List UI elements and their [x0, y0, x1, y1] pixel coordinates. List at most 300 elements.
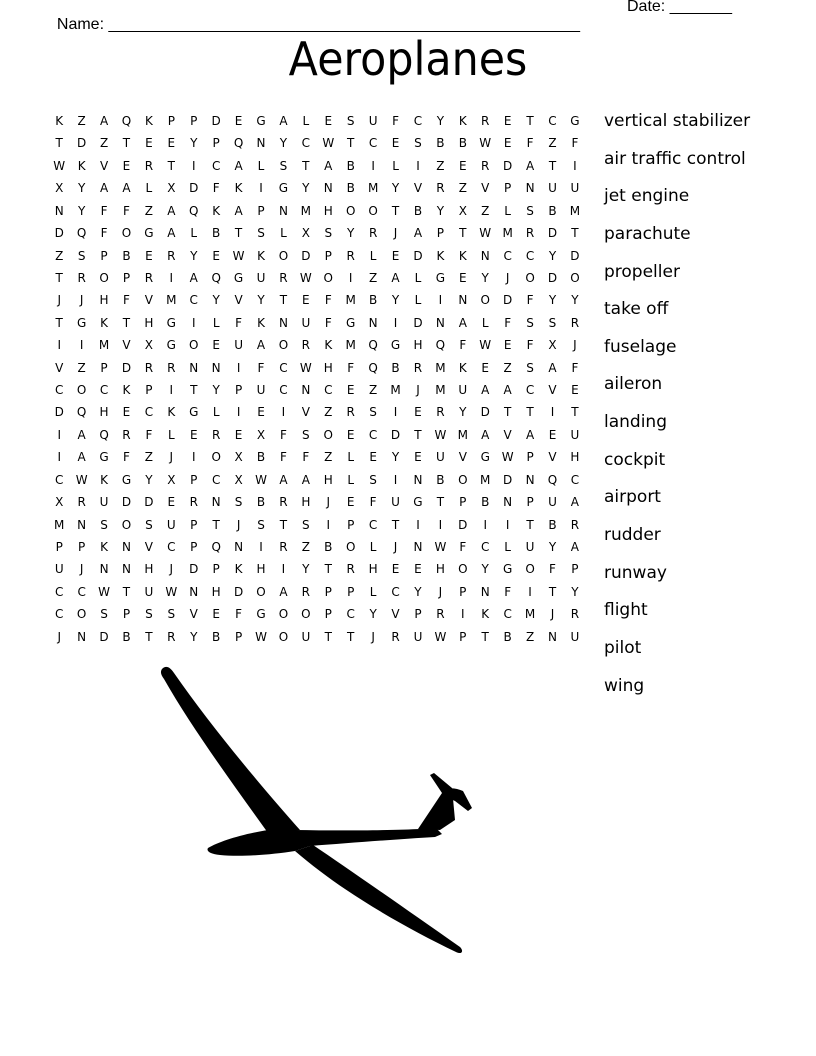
grid-letter: L	[347, 472, 355, 487]
grid-letter: E	[369, 450, 377, 465]
grid-letter: F	[302, 450, 310, 465]
grid-letter: D	[54, 405, 64, 420]
grid-letter: R	[436, 607, 445, 622]
grid-letter: P	[55, 540, 63, 555]
grid-letter: Y	[481, 562, 489, 577]
grid-letter: S	[257, 226, 265, 241]
grid-letter: P	[167, 114, 175, 128]
grid-letter: O	[323, 427, 333, 442]
grid-letter: Q	[189, 203, 199, 218]
grid-letter: W	[299, 360, 312, 375]
page-title: Aeroplanes	[288, 32, 528, 86]
grid-letter: Q	[435, 338, 446, 353]
grid-letter: W	[232, 248, 245, 263]
grid-letter: T	[302, 158, 310, 173]
grid-letter: E	[167, 136, 176, 151]
grid-letter: R	[346, 405, 355, 420]
grid-letter: R	[436, 181, 445, 196]
grid-letter: U	[144, 584, 154, 599]
grid-letter: O	[345, 540, 356, 555]
grid-letter: E	[212, 248, 220, 263]
grid-letter: O	[211, 450, 221, 465]
grid-letter: P	[257, 203, 265, 218]
word-list-item: fuselage	[604, 336, 677, 357]
grid-letter: R	[346, 248, 355, 263]
grid-letter: A	[99, 114, 109, 128]
grid-letter: F	[100, 226, 108, 241]
grid-letter: A	[413, 226, 423, 241]
grid-letter: Y	[414, 584, 422, 599]
grid-letter: X	[256, 427, 266, 442]
grid-letter: O	[458, 562, 468, 577]
grid-letter: C	[481, 540, 490, 555]
grid-letter: I	[259, 540, 263, 555]
grid-letter: I	[461, 607, 465, 622]
grid-letter: E	[503, 338, 512, 353]
grid-letter: Y	[369, 607, 377, 622]
grid-letter: E	[346, 495, 355, 510]
grid-letter: N	[121, 540, 131, 555]
grid-letter: A	[570, 540, 580, 555]
grid-letter: P	[324, 584, 332, 599]
grid-letter: S	[369, 472, 377, 487]
grid-letter: Z	[324, 450, 333, 465]
grid-letter: Y	[391, 293, 400, 308]
grid-letter: R	[570, 315, 580, 330]
grid-letter: R	[368, 226, 378, 241]
grid-letter: E	[234, 114, 243, 128]
grid-letter: Z	[301, 540, 310, 555]
grid-letter: U	[256, 270, 266, 285]
grid-letter: H	[144, 315, 154, 330]
grid-letter: I	[416, 158, 420, 173]
grid-letter: C	[391, 584, 400, 599]
grid-letter: W	[479, 338, 492, 353]
grid-letter: T	[526, 405, 534, 420]
grid-letter: K	[324, 338, 333, 353]
grid-letter: C	[570, 472, 580, 487]
grid-letter: N	[480, 584, 490, 599]
grid-letter: P	[212, 562, 220, 577]
grid-letter: R	[413, 360, 423, 375]
grid-letter: T	[571, 405, 579, 420]
grid-letter: I	[281, 405, 286, 420]
grid-letter: G	[233, 270, 244, 285]
grid-letter: Z	[77, 114, 86, 128]
grid-letter: J	[573, 338, 577, 353]
date-field[interactable]: Date: _______	[627, 0, 732, 15]
grid-letter: S	[145, 517, 153, 532]
grid-row	[48, 626, 586, 648]
grid-letter: O	[278, 607, 289, 622]
grid-letter: M	[345, 293, 356, 308]
grid-letter: S	[324, 226, 333, 241]
grid-row	[48, 312, 586, 334]
grid-letter: V	[391, 607, 400, 622]
grid-letter: Q	[233, 136, 244, 151]
grid-letter: N	[480, 248, 490, 263]
grid-letter: K	[458, 360, 467, 375]
grid-letter: L	[414, 293, 422, 308]
grid-letter: I	[259, 181, 263, 196]
grid-letter: Q	[121, 114, 132, 128]
grid-letter: R	[436, 405, 445, 420]
grid-letter: A	[167, 203, 176, 218]
grid-letter: R	[144, 158, 154, 173]
grid-letter: B	[346, 181, 355, 196]
grid-letter: R	[167, 360, 176, 375]
grid-letter: B	[256, 450, 266, 465]
grid-letter: E	[212, 607, 220, 622]
grid-letter: M	[569, 203, 581, 218]
grid-letter: J	[169, 562, 174, 577]
grid-letter: T	[122, 584, 131, 599]
grid-letter: U	[99, 495, 109, 510]
grid-letter: V	[548, 383, 557, 398]
grid-letter: S	[369, 405, 377, 420]
grid-letter: A	[548, 360, 557, 375]
grid-letter: P	[190, 540, 198, 555]
grid-letter: G	[435, 270, 446, 285]
grid-letter: J	[57, 293, 61, 308]
grid-letter: P	[436, 226, 444, 241]
grid-letter: A	[503, 383, 512, 398]
grid-letter: N	[99, 562, 109, 577]
grid-row	[48, 132, 586, 154]
grid-letter: C	[211, 158, 221, 173]
grid-letter: Y	[481, 270, 489, 285]
name-field[interactable]: Name: _____________________________________________________	[56, 16, 581, 33]
grid-letter: E	[346, 427, 355, 442]
grid-letter: M	[480, 472, 491, 487]
grid-letter: A	[301, 472, 310, 487]
grid-letter: N	[301, 383, 311, 398]
grid-letter: X	[458, 203, 467, 218]
grid-letter: N	[368, 315, 378, 330]
grid-letter: F	[549, 562, 556, 577]
grid-letter: Y	[548, 248, 557, 263]
grid-letter: D	[99, 629, 109, 644]
grid-letter: L	[257, 158, 265, 173]
grid-letter: V	[301, 405, 310, 420]
grid-letter: D	[121, 495, 132, 510]
grid-letter: X	[548, 338, 557, 353]
grid-letter: E	[391, 136, 400, 151]
grid-letter: R	[570, 517, 580, 532]
grid-letter: K	[100, 540, 108, 555]
grid-letter: W	[322, 136, 335, 151]
grid-letter: I	[393, 472, 398, 487]
grid-letter: T	[347, 136, 355, 151]
grid-letter: Y	[77, 203, 86, 218]
grid-letter: F	[123, 293, 130, 308]
grid-letter: W	[299, 270, 312, 285]
grid-letter: P	[347, 517, 355, 532]
grid-letter: A	[77, 450, 86, 465]
grid-letter: Q	[76, 226, 87, 241]
grid-row	[48, 603, 586, 625]
grid-letter: W	[98, 584, 110, 599]
grid-letter: I	[371, 158, 375, 173]
grid-letter: Q	[368, 360, 378, 375]
grid-letter: O	[121, 517, 132, 532]
grid-letter: Y	[145, 472, 153, 487]
grid-letter: Z	[525, 629, 535, 644]
grid-letter: F	[212, 181, 220, 196]
grid-letter: Z	[369, 270, 378, 285]
grid-letter: Y	[391, 181, 400, 196]
grid-letter: S	[100, 517, 108, 532]
grid-letter: X	[55, 181, 64, 196]
word-list-item: landing	[604, 412, 667, 433]
grid-row	[48, 469, 586, 491]
grid-letter: U	[234, 338, 243, 353]
grid-letter: D	[480, 405, 490, 420]
grid-row	[48, 558, 586, 580]
grid-letter: U	[435, 450, 445, 465]
grid-letter: W	[53, 158, 66, 173]
grid-letter: T	[347, 629, 355, 644]
grid-letter: O	[323, 270, 333, 285]
grid-letter: Z	[548, 136, 557, 151]
grid-row	[48, 536, 586, 558]
grid-letter: I	[528, 584, 532, 599]
grid-letter: Y	[436, 203, 445, 218]
grid-letter: Y	[190, 136, 198, 151]
grid-letter: K	[458, 248, 467, 263]
grid-letter: O	[345, 203, 356, 218]
grid-letter: J	[169, 450, 174, 465]
grid-row	[48, 401, 586, 423]
grid-letter: V	[503, 427, 512, 442]
grid-row	[48, 222, 586, 244]
grid-letter: O	[76, 383, 87, 398]
grid-letter: E	[459, 270, 467, 285]
grid-letter: A	[122, 181, 131, 196]
grid-letter: J	[57, 629, 61, 644]
grid-letter: T	[145, 629, 153, 644]
grid-letter: E	[189, 427, 198, 442]
grid-letter: N	[435, 315, 445, 330]
grid-letter: O	[278, 629, 289, 644]
grid-letter: B	[548, 203, 557, 218]
grid-letter: M	[98, 338, 110, 353]
grid-letter: G	[346, 315, 356, 330]
grid-letter: X	[55, 495, 64, 510]
grid-letter: S	[526, 315, 534, 330]
grid-letter: Y	[436, 114, 445, 128]
grid-letter: F	[459, 338, 467, 353]
grid-letter: K	[458, 114, 467, 128]
grid-letter: K	[212, 203, 221, 218]
grid-letter: B	[212, 226, 221, 241]
grid-letter: D	[390, 427, 401, 442]
grid-letter: Q	[211, 270, 221, 285]
grid-letter: P	[347, 584, 355, 599]
grid-letter: E	[257, 405, 265, 420]
grid-letter: R	[77, 270, 86, 285]
grid-letter: R	[211, 427, 221, 442]
grid-letter: Z	[324, 405, 333, 420]
grid-letter: L	[414, 270, 422, 285]
grid-letter: I	[438, 293, 443, 308]
grid-letter: U	[166, 517, 176, 532]
grid-letter: F	[123, 203, 130, 218]
grid-letter: Y	[212, 293, 220, 308]
grid-letter: U	[368, 114, 378, 128]
grid-letter: N	[189, 584, 199, 599]
grid-row	[48, 379, 586, 401]
grid-letter: V	[189, 607, 198, 622]
grid-letter: F	[279, 427, 287, 442]
grid-letter: D	[458, 517, 468, 532]
grid-letter: H	[368, 562, 378, 577]
grid-letter: D	[301, 248, 311, 263]
grid-letter: Z	[503, 360, 512, 375]
grid-letter: P	[459, 495, 467, 510]
grid-letter: P	[459, 629, 467, 644]
grid-row	[48, 446, 586, 468]
grid-row	[48, 514, 586, 536]
grid-letter: P	[324, 607, 332, 622]
grid-letter: W	[479, 226, 492, 241]
grid-letter: G	[570, 114, 580, 128]
grid-letter: V	[481, 181, 490, 196]
grid-letter: I	[191, 315, 196, 330]
grid-letter: D	[413, 248, 423, 263]
grid-letter: D	[570, 248, 580, 263]
grid-row	[48, 200, 586, 222]
grid-letter: I	[393, 405, 398, 420]
grid-letter: D	[547, 226, 558, 241]
grid-letter: I	[393, 315, 398, 330]
grid-letter: I	[326, 517, 331, 532]
grid-letter: K	[55, 114, 64, 128]
word-list-item: airport	[604, 487, 661, 508]
grid-letter: Y	[257, 293, 265, 308]
grid-letter: N	[458, 293, 468, 308]
grid-letter: B	[256, 495, 266, 510]
grid-letter: Z	[481, 203, 490, 218]
grid-letter: Y	[190, 248, 198, 263]
grid-letter: P	[190, 114, 198, 128]
grid-letter: Y	[391, 450, 400, 465]
grid-letter: J	[371, 629, 375, 644]
grid-letter: B	[122, 629, 131, 644]
grid-letter: H	[99, 293, 109, 308]
grid-letter: S	[100, 607, 108, 622]
grid-letter: J	[79, 293, 84, 308]
word-list-item: runway	[604, 562, 667, 583]
grid-letter: S	[279, 158, 288, 173]
grid-letter: W	[434, 540, 447, 555]
grid-letter: Q	[368, 338, 378, 353]
word-list-item: pilot	[604, 637, 642, 658]
grid-letter: F	[571, 360, 579, 375]
grid-letter: Z	[77, 360, 86, 375]
grid-letter: Y	[548, 540, 557, 555]
grid-letter: T	[503, 405, 512, 420]
grid-letter: E	[167, 495, 176, 510]
grid-letter: E	[122, 405, 131, 420]
grid-letter: P	[526, 450, 534, 465]
grid-letter: C	[525, 383, 535, 398]
grid-row	[48, 424, 586, 446]
grid-letter: L	[369, 248, 377, 263]
grid-letter: S	[526, 360, 534, 375]
grid-letter: C	[368, 427, 378, 442]
grid-letter: S	[414, 136, 422, 151]
grid-letter: L	[392, 158, 399, 173]
grid-letter: M	[54, 517, 65, 532]
grid-letter: F	[257, 360, 265, 375]
grid-letter: Q	[99, 427, 109, 442]
grid-letter: I	[573, 158, 577, 173]
grid-letter: P	[212, 136, 220, 151]
grid-letter: Y	[347, 226, 355, 241]
grid-letter: S	[526, 203, 534, 218]
grid-letter: G	[502, 562, 513, 577]
grid-letter: E	[324, 114, 333, 128]
grid-letter: H	[323, 203, 333, 218]
grid-letter: S	[77, 248, 86, 263]
grid-letter: U	[570, 427, 580, 442]
grid-letter: N	[211, 360, 221, 375]
grid-letter: N	[256, 136, 266, 151]
grid-letter: F	[324, 293, 332, 308]
grid-letter: T	[167, 158, 175, 173]
grid-letter: D	[144, 495, 154, 510]
grid-letter: N	[278, 203, 288, 218]
grid-letter: G	[413, 495, 423, 510]
grid-letter: Y	[190, 629, 198, 644]
grid-letter: I	[191, 158, 196, 173]
grid-letter: O	[301, 607, 311, 622]
grid-letter: O	[458, 472, 468, 487]
grid-letter: H	[323, 360, 333, 375]
grid-letter: T	[459, 226, 467, 241]
grid-letter: B	[436, 136, 445, 151]
grid-letter: Y	[279, 136, 288, 151]
grid-letter: V	[122, 338, 131, 353]
grid-letter: C	[279, 360, 288, 375]
grid-letter: C	[77, 584, 86, 599]
grid-letter: J	[393, 226, 398, 241]
grid-letter: S	[145, 607, 153, 622]
grid-letter: P	[414, 607, 422, 622]
grid-row	[48, 177, 586, 199]
grid-letter: G	[144, 226, 154, 241]
grid-row	[48, 491, 586, 513]
grid-letter: C	[368, 136, 378, 151]
grid-letter: R	[279, 270, 288, 285]
word-list-item: flight	[604, 600, 648, 621]
grid-letter: N	[211, 495, 221, 510]
grid-letter: F	[279, 450, 287, 465]
grid-letter: L	[369, 584, 377, 599]
grid-letter: K	[77, 158, 86, 173]
grid-letter: U	[54, 562, 64, 577]
grid-letter: R	[122, 427, 131, 442]
grid-letter: U	[548, 495, 557, 510]
grid-letter: F	[526, 338, 534, 353]
grid-letter: E	[346, 383, 355, 398]
grid-letter: R	[346, 562, 355, 577]
grid-letter: T	[55, 136, 63, 151]
grid-letter: U	[413, 629, 423, 644]
grid-letter: P	[324, 248, 332, 263]
grid-letter: H	[323, 472, 333, 487]
